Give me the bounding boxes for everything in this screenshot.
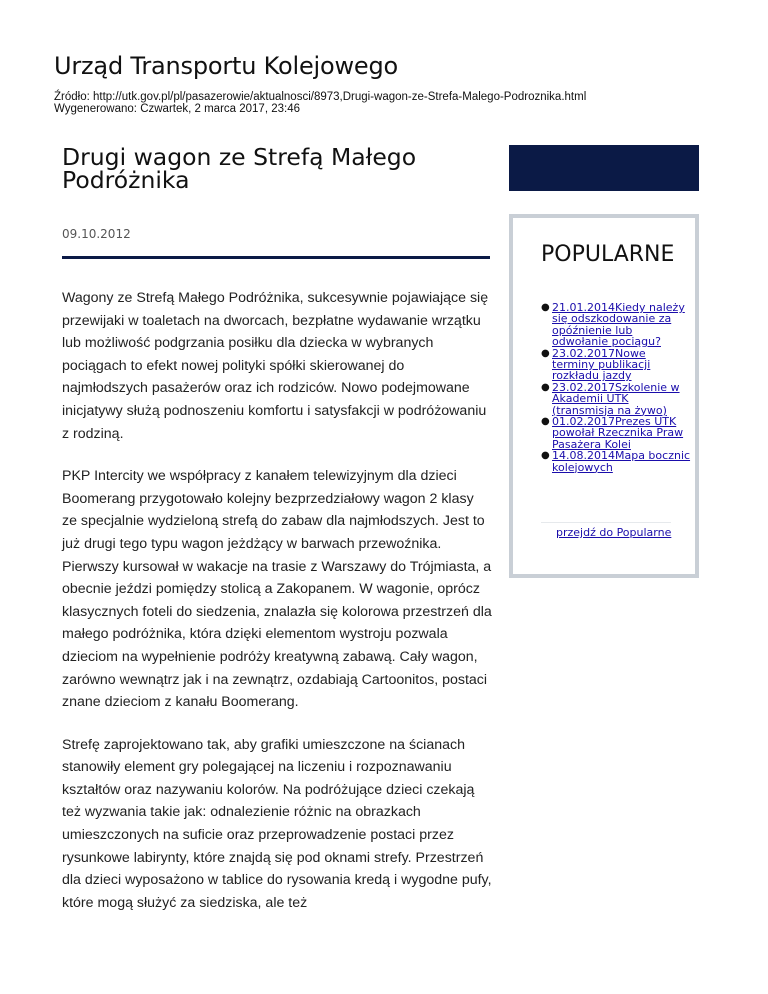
bullet-icon: ● — [541, 416, 550, 428]
list-item — [541, 348, 691, 382]
popular-link[interactable]: 23.02.2017Nowe terminy publikacji rozkładu jazdy — [552, 346, 651, 383]
article-date: 09.10.2012 — [62, 227, 131, 241]
popular-list — [541, 302, 691, 473]
list-item — [541, 382, 691, 416]
popular-link[interactable]: 01.02.2017Prezes UTK powołał Rzecznika Praw Pasażera Kolei — [552, 415, 684, 451]
more-divider — [541, 522, 671, 523]
sidebar-banner — [509, 145, 699, 191]
site-title: Urząd Transportu Kolejowego — [54, 52, 398, 80]
article-paragraph: Wagony ze Strefą Małego Podróżnika, sukcesywnie pojawiające się przewijaki w toaletach na dworcach, bezpłatne wydawanie wrzątku lub możliwość podgrzania posiłku dla dziecka w wybranych pociągach to efekt nowej polityki spółki skierowanej do najmłodszych pasażerów oraz ich rodziców. Nowo podejmowane inicjatywy służą podnoszeniu komfortu i satysfakcji w podróżowaniu z rodziną. — [62, 290, 489, 442]
popular-link[interactable]: 21.01.2014Kiedy należy się odszkodowanie za opóźnienie lub odwołanie pociągu? — [552, 301, 685, 349]
popular-panel — [509, 214, 699, 578]
bullet-icon: ● — [541, 302, 550, 313]
bullet-icon: ● — [541, 381, 550, 393]
popular-link[interactable]: 23.02.2017Szkolenie w Akademii UTK (transmisja na żywo) — [552, 380, 680, 417]
source-line: Źródło: http://utk.gov.pl/pl/pasazerowie/aktualnosci/8973,Drugi-wagon-ze-Strefa-Malego-Podroznika.html — [54, 91, 587, 103]
bullet-icon: ● — [541, 347, 550, 359]
list-item — [541, 302, 691, 348]
bullet-icon: ● — [541, 450, 550, 462]
article-paragraph: PKP Intercity we współpracy z kanałem telewizyjnym dla dzieci Boomerang przygotowało kolejny bezprzedziałowy wagon 2 klasy ze specjalnie wydzieloną strefą do zabaw dla najmłodszych. Jest to już drugi tego typu wagon jeżdżący w barwach przewoźnika. Pierwszy kursował w wakacje na trasie z Warszawy do Trójmiasta, a obecnie jeździ pomiędzy stolicą a Zakopanem. W wagonie, oprócz klasycznych foteli do siedzenia, znalazła się kolorowa przestrzeń dla małego podróżnika, która dzięki elementom wystroju pozwala dzieciom na wypełnienie podróży kreatywną zabawą. Cały wagon, zarówno wewnątrz jak i na zewnątrz, ozdabiają Cartoonitos, postaci znane dzieciom z kanału Boomerang. — [62, 468, 492, 711]
article-paragraph: Strefę zaprojektowano tak, aby grafiki umieszczone na ścianach stanowiły element gry polegającej na liczeniu i rozpoznawaniu kształtów oraz nazywaniu kolorów. Na podróżujące dzieci czekają też wyzwania takie jak: odnalezienie różnic na obrazkach umieszczonych na suficie oraz przeprowadzenie postaci przez rysunkowe labirynty, które znajdą się pod oknami strefy. Przestrzeń dla dzieci wyposażono w tablice do rysowania kredą i wygodne pufy, które mogą służyć za siedziska, ale też — [62, 736, 492, 911]
list-item — [541, 450, 691, 473]
article-body — [62, 287, 492, 934]
popular-link[interactable]: 14.08.2014Mapa bocznic kolejowych — [552, 449, 691, 474]
popular-heading: POPULARNE — [541, 242, 675, 267]
article-title: Drugi wagon ze Strefą Małego Podróżnika — [62, 143, 417, 194]
more-popular-link[interactable]: przejdź do Popularne — [556, 526, 672, 539]
list-item — [541, 416, 691, 450]
print-meta — [54, 91, 586, 115]
generated-line: Wygenerowano: Czwartek, 2 marca 2017, 23:46 — [54, 103, 300, 115]
title-divider — [62, 256, 490, 259]
